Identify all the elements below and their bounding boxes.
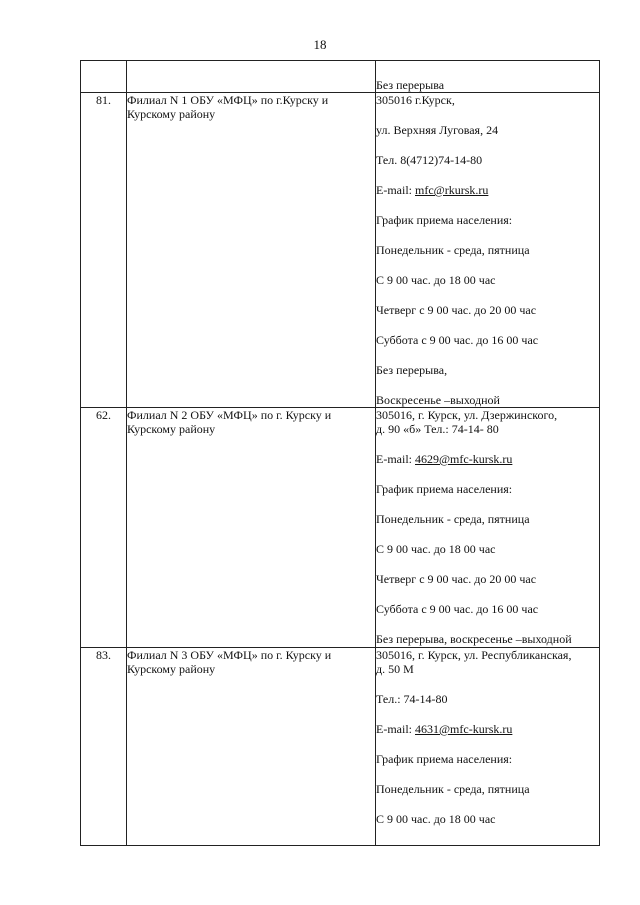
email-line: E-mail: 4629@mfc-kursk.ru [376, 452, 513, 466]
contact-line: д. 50 М [376, 662, 414, 676]
email-line: E-mail: 4631@mfc-kursk.ru [376, 722, 513, 736]
branch-name: Филиал N 2 ОБУ «МФЦ» по г. Курску и Курскому району [127, 408, 376, 648]
contact-line: Тел. 8(4712)74-14-80 [376, 153, 483, 167]
contact-line: Суббота с 9 00 час. до 16 00 час [376, 333, 539, 347]
row-number: 81. [81, 93, 127, 408]
contact-line: С 9 00 час. до 18 00 час [376, 812, 496, 826]
branches-table-body [81, 61, 600, 846]
contact-line: Без перерыва [376, 78, 445, 92]
contact-line: График приема населения: [376, 213, 513, 227]
branch-contacts [376, 408, 600, 648]
branch-contacts [376, 61, 600, 93]
contact-line: Понедельник - среда, пятница [376, 512, 530, 526]
contact-line: Воскресенье –выходной [376, 393, 500, 407]
email-line: E-mail: mfc@rkursk.ru [376, 183, 489, 197]
email-link[interactable]: mfc@rkursk.ru [415, 183, 489, 197]
table-row [81, 61, 600, 93]
contact-line: 305016 г.Курск, [376, 93, 455, 107]
branch-name: Филиал N 1 ОБУ «МФЦ» по г.Курску и Курскому району [127, 93, 376, 408]
table-row [81, 93, 600, 408]
contact-line: Четверг с 9 00 час. до 20 00 час [376, 303, 537, 317]
table-row [81, 408, 600, 648]
contact-line: Четверг с 9 00 час. до 20 00 час [376, 572, 537, 586]
row-number: 83. [81, 648, 127, 846]
contact-line: Понедельник - среда, пятница [376, 243, 530, 257]
contact-line: ул. Верхняя Луговая, 24 [376, 123, 499, 137]
contact-line: 305016, г. Курск, ул. Республиканская, [376, 648, 572, 662]
email-link[interactable]: 4629@mfc-kursk.ru [415, 452, 513, 466]
contact-line: Суббота с 9 00 час. до 16 00 час [376, 602, 539, 616]
branch-contacts [376, 93, 600, 408]
row-number: 62. [81, 408, 127, 648]
contact-line: Понедельник - среда, пятница [376, 782, 530, 796]
row-number [81, 61, 127, 93]
contact-line: С 9 00 час. до 18 00 час [376, 273, 496, 287]
contact-line: График приема населения: [376, 482, 513, 496]
contact-line: Тел.: 74-14-80 [376, 692, 448, 706]
branches-table [80, 60, 600, 846]
contact-line: С 9 00 час. до 18 00 час [376, 542, 496, 556]
page-number: 18 [313, 37, 327, 52]
contact-line: 305016, г. Курск, ул. Дзержинского, [376, 408, 558, 422]
branch-name [127, 61, 376, 93]
contact-line: Без перерыва, [376, 363, 448, 377]
contact-line: Без перерыва, воскресенье –выходной [376, 632, 572, 646]
contact-line: График приема населения: [376, 752, 513, 766]
branch-name: Филиал N 3 ОБУ «МФЦ» по г. Курску и Курскому району [127, 648, 376, 846]
table-row [81, 648, 600, 846]
branch-contacts [376, 648, 600, 846]
email-link[interactable]: 4631@mfc-kursk.ru [415, 722, 513, 736]
contact-line: д. 90 «б» Тел.: 74-14- 80 [376, 422, 499, 436]
